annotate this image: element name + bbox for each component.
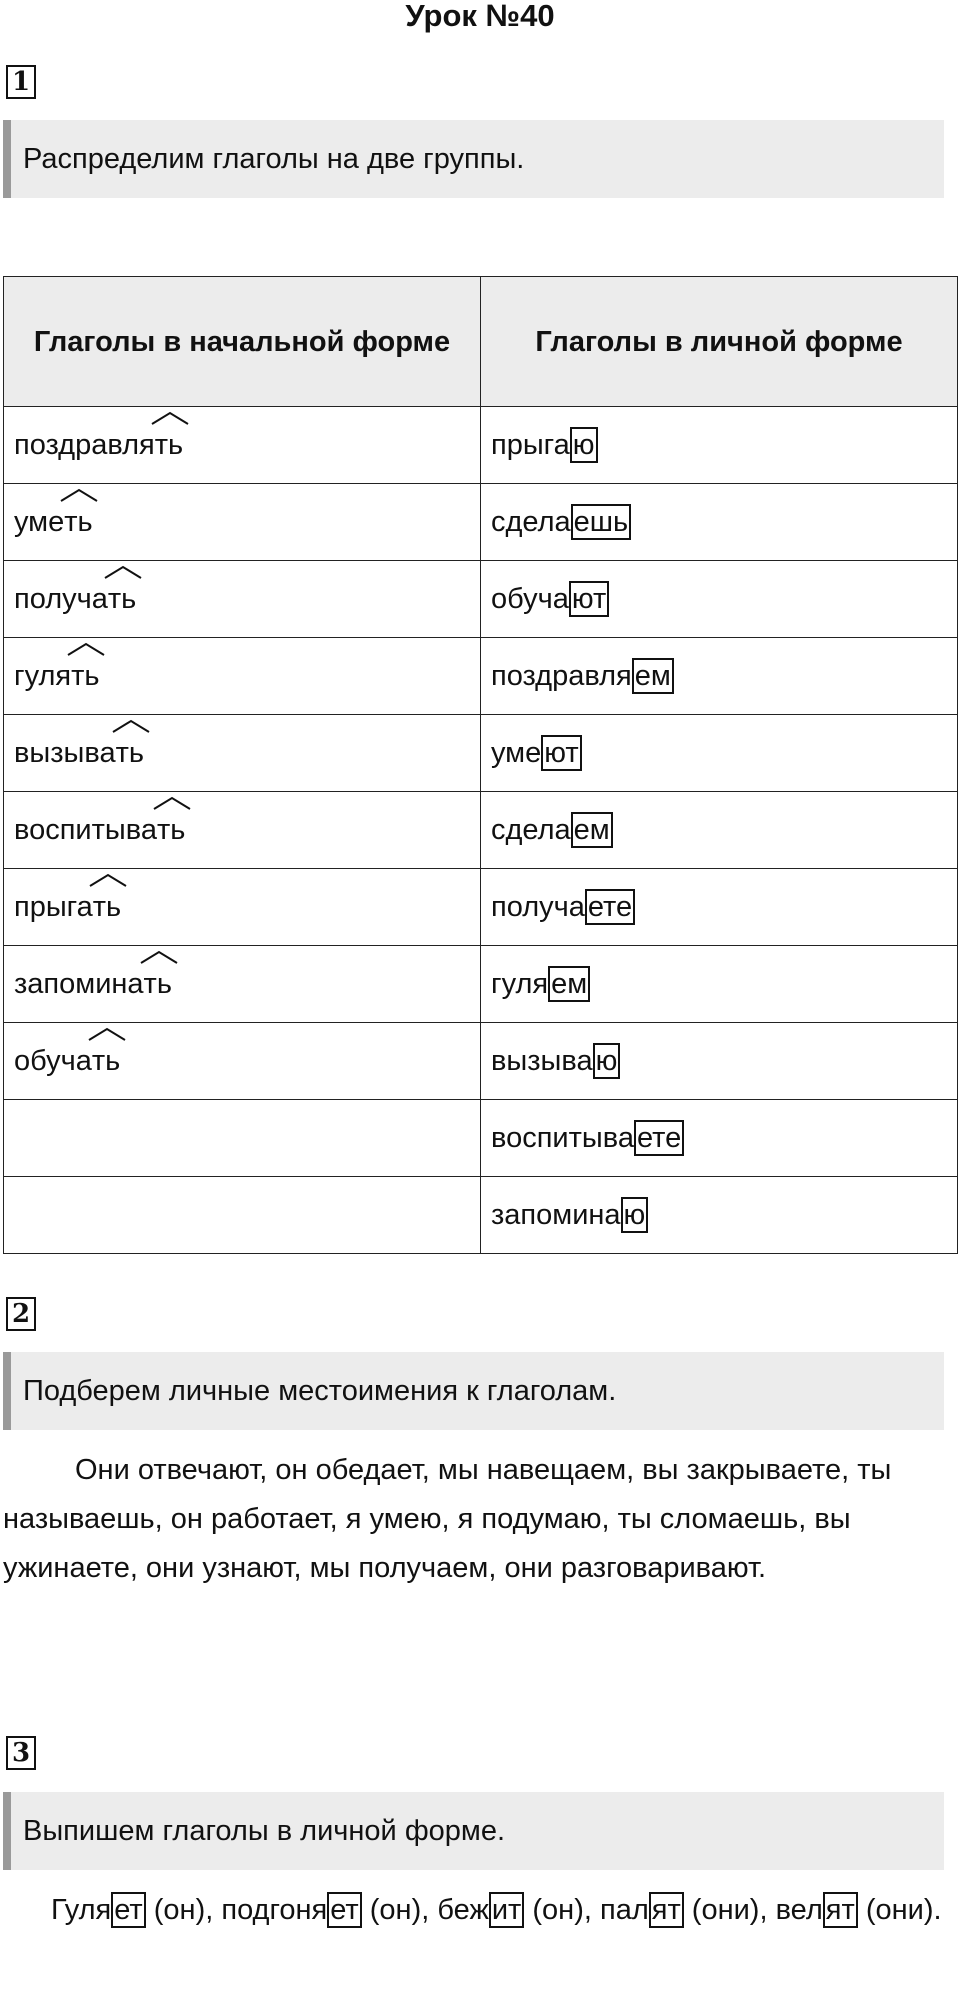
verb-ending: ют <box>541 735 581 771</box>
verb-ending: ю <box>570 427 598 463</box>
verb-table-body <box>4 407 958 1254</box>
verb-ending: ет <box>327 1892 361 1928</box>
verb-ending: ю <box>593 1043 621 1079</box>
infinitive-cell <box>4 407 481 484</box>
verb-stem: прыга <box>14 891 93 923</box>
table-row <box>4 484 958 561</box>
verb-stem: запомина <box>14 968 144 1000</box>
suffix-arc-mark <box>151 411 189 425</box>
verb-stem: воспитыва <box>491 1122 634 1154</box>
table-row <box>4 715 958 792</box>
verb-stem: подгоня <box>221 1894 328 1926</box>
verb-ending: ете <box>585 889 635 925</box>
verb-ending: ете <box>634 1120 684 1156</box>
verb-ending: ят <box>823 1892 858 1928</box>
table-row <box>4 407 958 484</box>
personal-form-cell <box>481 1177 958 1254</box>
suffix-arc-mark <box>89 873 127 887</box>
verb-stem: сдела <box>491 814 571 846</box>
verb-stem: получа <box>14 583 108 615</box>
infinitive-cell <box>4 1023 481 1100</box>
verb-ending: ю <box>621 1197 649 1233</box>
personal-form-cell <box>481 792 958 869</box>
verb-ending: ют <box>569 581 609 617</box>
verb-stem: вызыва <box>14 737 116 769</box>
pronoun-note: (они). <box>857 1894 942 1926</box>
verb-stem: Гуля <box>51 1894 112 1926</box>
table-row <box>4 1100 958 1177</box>
verb-table <box>3 276 958 1254</box>
verb-stem: получа <box>491 891 585 923</box>
verb-ending: ем <box>632 658 674 694</box>
infinitive-cell <box>4 946 481 1023</box>
table-header-row <box>4 277 958 407</box>
verb-stem: поздравля <box>491 660 632 692</box>
infinitive-suffix: ть <box>108 579 136 619</box>
verb-ending: ешь <box>571 504 632 540</box>
suffix-arc-mark <box>112 719 150 733</box>
task-3-number: 3 <box>6 1736 36 1770</box>
suffix-arc-mark <box>104 565 142 579</box>
infinitive-cell <box>4 715 481 792</box>
infinitive-cell <box>4 484 481 561</box>
task-2-text: Они отвечают, он обедает, мы навещаем, вы закрываете, ты называешь, он работает, я умею, я подумаю, ты сломаешь, вы ужинаете, они узнают, мы получаем, они разговаривают. <box>3 1454 892 1584</box>
personal-form-cell <box>481 1100 958 1177</box>
task-3-text <box>3 1886 953 1935</box>
infinitive-suffix: ть <box>157 810 185 850</box>
table-row <box>4 792 958 869</box>
verb-stem: воспитыва <box>14 814 157 846</box>
task-1-instruction: Распределим глаголы на две группы. <box>3 120 944 198</box>
task-1-number: 1 <box>6 65 36 99</box>
infinitive-suffix: ть <box>144 964 172 1004</box>
table-row <box>4 1023 958 1100</box>
infinitive-cell <box>4 561 481 638</box>
personal-form-cell <box>481 484 958 561</box>
suffix-arc-mark <box>60 488 98 502</box>
verb-stem: прыга <box>491 429 570 461</box>
infinitive-cell <box>4 792 481 869</box>
table-row <box>4 946 958 1023</box>
verb-stem: уме <box>14 506 65 538</box>
infinitive-suffix: ть <box>92 1041 120 1081</box>
infinitive-cell <box>4 1177 481 1254</box>
verb-ending: ит <box>489 1892 524 1928</box>
suffix-arc-mark <box>88 1027 126 1041</box>
verb-stem: обуча <box>14 1045 92 1077</box>
verb-stem: беж <box>437 1894 489 1926</box>
verb-stem: вел <box>775 1894 823 1926</box>
verb-ending: ем <box>548 966 590 1002</box>
infinitive-suffix: ть <box>64 502 92 542</box>
verb-stem: гуля <box>14 660 72 692</box>
verb-stem: вызыва <box>491 1045 593 1077</box>
table-row <box>4 561 958 638</box>
table-row <box>4 1177 958 1254</box>
table-header-infinitive: Глаголы в начальной форме <box>4 277 481 407</box>
personal-form-cell <box>481 715 958 792</box>
suffix-arc-mark <box>153 796 191 810</box>
suffix-arc-mark <box>67 642 105 656</box>
task-3-instruction: Выпишем глаголы в личной форме. <box>3 1792 944 1870</box>
verb-ending: ет <box>111 1892 145 1928</box>
verb-stem: уме <box>491 737 542 769</box>
table-row <box>4 638 958 715</box>
verb-stem: сдела <box>491 506 571 538</box>
infinitive-cell <box>4 1100 481 1177</box>
pronoun-note: (он), <box>361 1894 438 1926</box>
infinitive-suffix: ть <box>155 425 183 465</box>
verb-ending: ят <box>649 1892 684 1928</box>
page-title: Урок №40 <box>405 0 555 33</box>
personal-form-cell <box>481 946 958 1023</box>
verb-ending: ем <box>571 812 613 848</box>
table-row <box>4 869 958 946</box>
infinitive-cell <box>4 869 481 946</box>
infinitive-cell <box>4 638 481 715</box>
personal-form-cell <box>481 1023 958 1100</box>
personal-form-cell <box>481 407 958 484</box>
task-2-instruction: Подберем личные местоимения к глаголам. <box>3 1352 944 1430</box>
suffix-arc-mark <box>140 950 178 964</box>
task-2-number: 2 <box>6 1297 36 1331</box>
personal-form-cell <box>481 638 958 715</box>
personal-form-cell <box>481 561 958 638</box>
infinitive-suffix: ть <box>71 656 99 696</box>
pronoun-note: (они), <box>683 1894 776 1926</box>
infinitive-suffix: ть <box>116 733 144 773</box>
verb-stem: пал <box>599 1894 649 1926</box>
personal-form-cell <box>481 869 958 946</box>
pronoun-note: (он), <box>145 1894 222 1926</box>
verb-stem: обуча <box>491 583 569 615</box>
table-header-personal: Глаголы в личной форме <box>481 277 958 407</box>
infinitive-suffix: ть <box>93 887 121 927</box>
verb-stem: запомина <box>491 1199 621 1231</box>
verb-stem: гуля <box>491 968 549 1000</box>
pronoun-note: (он), <box>524 1894 600 1926</box>
verb-stem: поздравля <box>14 429 155 461</box>
